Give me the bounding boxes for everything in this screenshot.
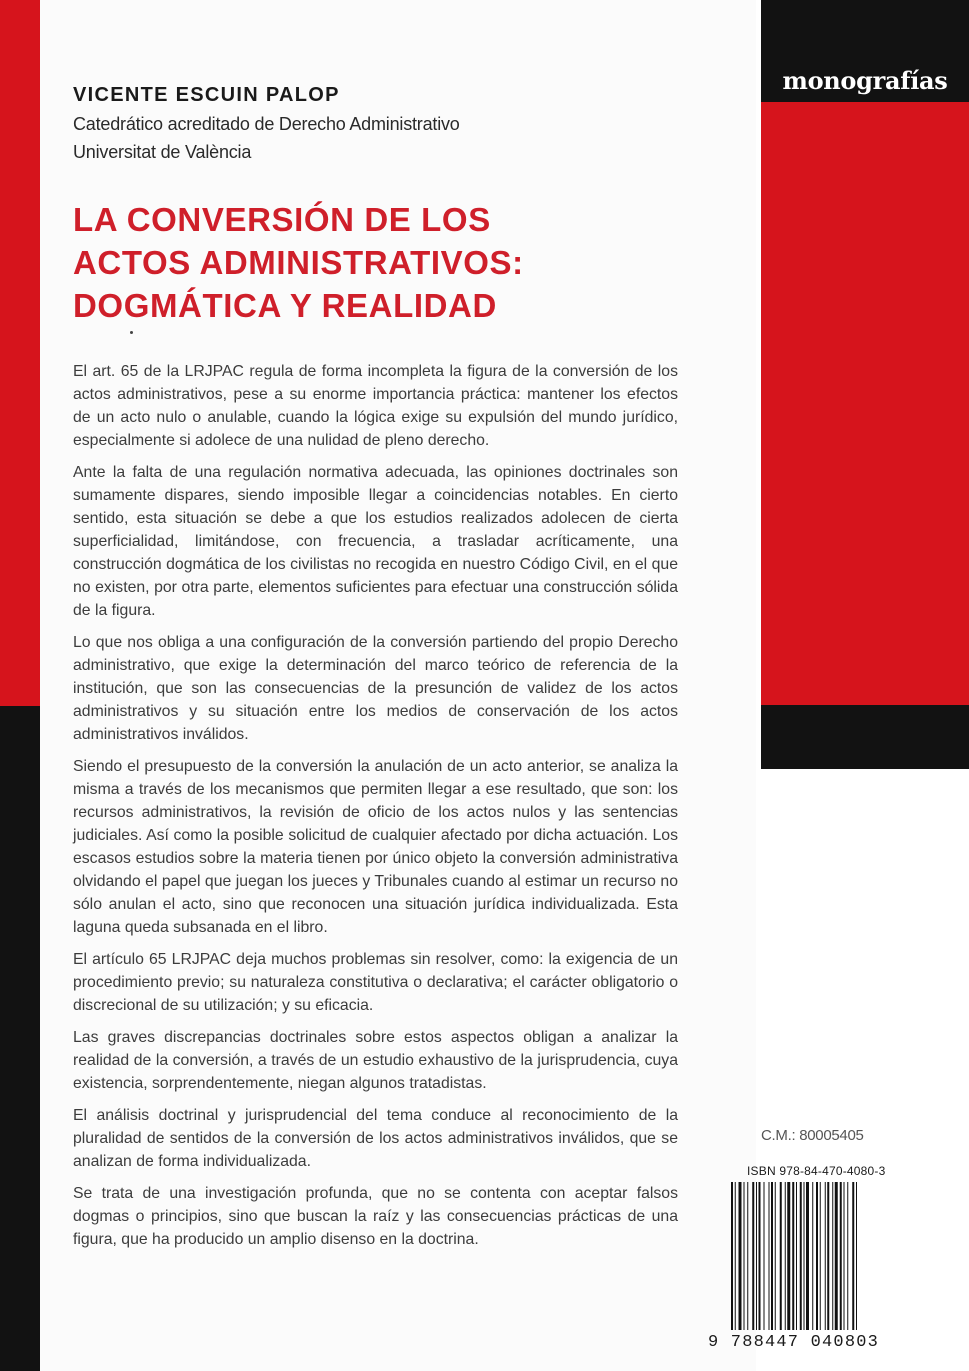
barcode-bar	[759, 1182, 761, 1330]
barcode-graphic	[731, 1182, 901, 1330]
author-name: VICENTE ESCUIN PALOP	[73, 84, 340, 106]
synopsis-paragraph: Las graves discrepancias doctrinales sobre estos aspectos obligan a analizar la realidad de la conversión, a través de un estudio exhaustivo de la jurisprudencia, cuya existencia, sorprendentemente, niegan algunos tratadistas.	[73, 1029, 678, 1092]
synopsis-paragraph: Se trata de una investigación profunda, que no se contenta con aceptar falsos dogmas o principios, sino que buscan la raíz y las consecuencias prácticas de una figura, que ha producido un amplio disenso en la doctrina.	[73, 1185, 678, 1248]
synopsis-paragraph: El artículo 65 LRJPAC deja muchos problemas sin resolver, como: la exigencia de un procedimiento previo; su naturaleza constitutiva o declarativa; el carácter obligatorio o discrecional de su utilización; y su eficacia.	[73, 951, 678, 1014]
barcode-bar	[835, 1182, 838, 1330]
barcode-bar	[731, 1182, 733, 1330]
barcode-bar	[771, 1182, 773, 1330]
decorative-dot	[130, 331, 133, 334]
synopsis-paragraph: Lo que nos obliga a una configuración de la conversión partiendo del propio Derecho administrativo, que exige la determinación del marco teórico de referencia de la institución, que son las consecuencias de la presunción de validez de los actos administrativos y su situación entre los medios de conservación de los actos administrativos inválidos.	[73, 634, 678, 743]
synopsis-paragraph: El art. 65 de la LRJPAC regula de forma incompleta la figura de la conversión de los actos administrativos, pese a su enorme importancia práctica: mantener los efectos de un acto nulo o anulable, cuando la lógica exige su expulsión del mundo jurídico, especialmente si adolece de una nulidad de pleno derecho.	[73, 363, 678, 449]
barcode-bar	[785, 1182, 786, 1330]
barcode-bar	[812, 1182, 813, 1330]
barcode-bar	[792, 1182, 794, 1330]
barcode-bar	[832, 1182, 833, 1330]
book-title	[73, 198, 723, 327]
barcode-bar	[840, 1182, 842, 1330]
barcode-bar	[764, 1182, 765, 1330]
series-label-band	[761, 58, 969, 102]
synopsis-paragraph: El análisis doctrinal y jurisprudencial del tema conduce al reconocimiento de la pluralidad de sentidos de la conversión de los actos administrativos inválidos, que se analizan de forma individualizada.	[73, 1107, 678, 1170]
spine-red-stripe	[0, 0, 40, 706]
barcode-bar	[804, 1182, 805, 1330]
barcode-bar	[752, 1182, 754, 1330]
barcode-bar	[806, 1182, 809, 1330]
synopsis-paragraph: Ante la falta de una regulación normativa adecuada, las opiniones doctrinales son sumamente dispares, siendo imposible llegar a coincidencias notables. En cierto sentido, esta situación se debe a que los estudios realizados adolecen de cierta superficialidad, limitándose, con frecuencia, a trasladar acríticamente, una construcción dogmática de los civilistas no recogida en nuestro Código Civil, en el que no existen, por otra parte, elementos suficientes para efectuar una construcción sólida de la figura.	[73, 464, 678, 619]
barcode-bar	[735, 1182, 736, 1330]
barcode-bar	[844, 1182, 845, 1330]
book-title-line: DOGMÁTICA Y REALIDAD	[73, 287, 497, 324]
barcode-bar	[816, 1182, 818, 1330]
author-affiliation-university: Universitat de València	[73, 142, 252, 162]
side-band-red	[761, 102, 969, 705]
barcode-bar	[825, 1182, 826, 1330]
barcode-bar	[769, 1182, 770, 1330]
barcode-digits: 9 788447 040803	[708, 1333, 880, 1352]
barcode-bar	[796, 1182, 797, 1330]
barcode-bar	[775, 1182, 776, 1330]
barcode-bar	[856, 1182, 857, 1330]
barcode-bar	[747, 1182, 748, 1330]
author-affiliation-title: Catedrático acreditado de Derecho Administrativo	[73, 114, 460, 134]
barcode-bar	[820, 1182, 821, 1330]
series-label: monografías	[782, 65, 948, 95]
synopsis-text	[73, 360, 678, 1260]
barcode-bar	[800, 1182, 802, 1330]
cm-code: C.M.: 80005405	[761, 1127, 864, 1144]
spine-black-stripe	[0, 706, 40, 1371]
barcode-bar	[852, 1182, 854, 1330]
book-title-line: LA CONVERSIÓN DE LOS	[73, 201, 491, 238]
barcode-bar	[827, 1182, 829, 1330]
barcode-bar	[756, 1182, 757, 1330]
barcode-bar	[780, 1182, 782, 1330]
barcode-bar	[847, 1182, 848, 1330]
barcode-bar	[739, 1182, 742, 1330]
barcode-bar	[744, 1182, 745, 1330]
side-band-black-bottom	[761, 705, 969, 769]
book-title-line: ACTOS ADMINISTRATIVOS:	[73, 244, 524, 281]
barcode-bar	[787, 1182, 790, 1330]
isbn-label: ISBN 978-84-470-4080-3	[747, 1164, 886, 1178]
synopsis-paragraph: Siendo el presupuesto de la conversión la anulación de un acto anterior, se analiza la misma a través de los mecanismos que permiten llegar a ese resultado, que son: los recursos administrativos, la revisión de oficio de los actos nulos y las sentencias judiciales. Así como la posible solicitud de cualquier afectado por dicha actuación. Los escasos estudios sobre la materia tienen por único objeto la conversión administrativa olvidando el papel que juegan los jueces y Tribunales cuando al estimar un recurso no sólo anulan el acto, sino que reconocen una situación jurídica individualizada. Esta laguna queda subsanada en el libro.	[73, 758, 678, 936]
side-band-black-top	[761, 0, 969, 58]
